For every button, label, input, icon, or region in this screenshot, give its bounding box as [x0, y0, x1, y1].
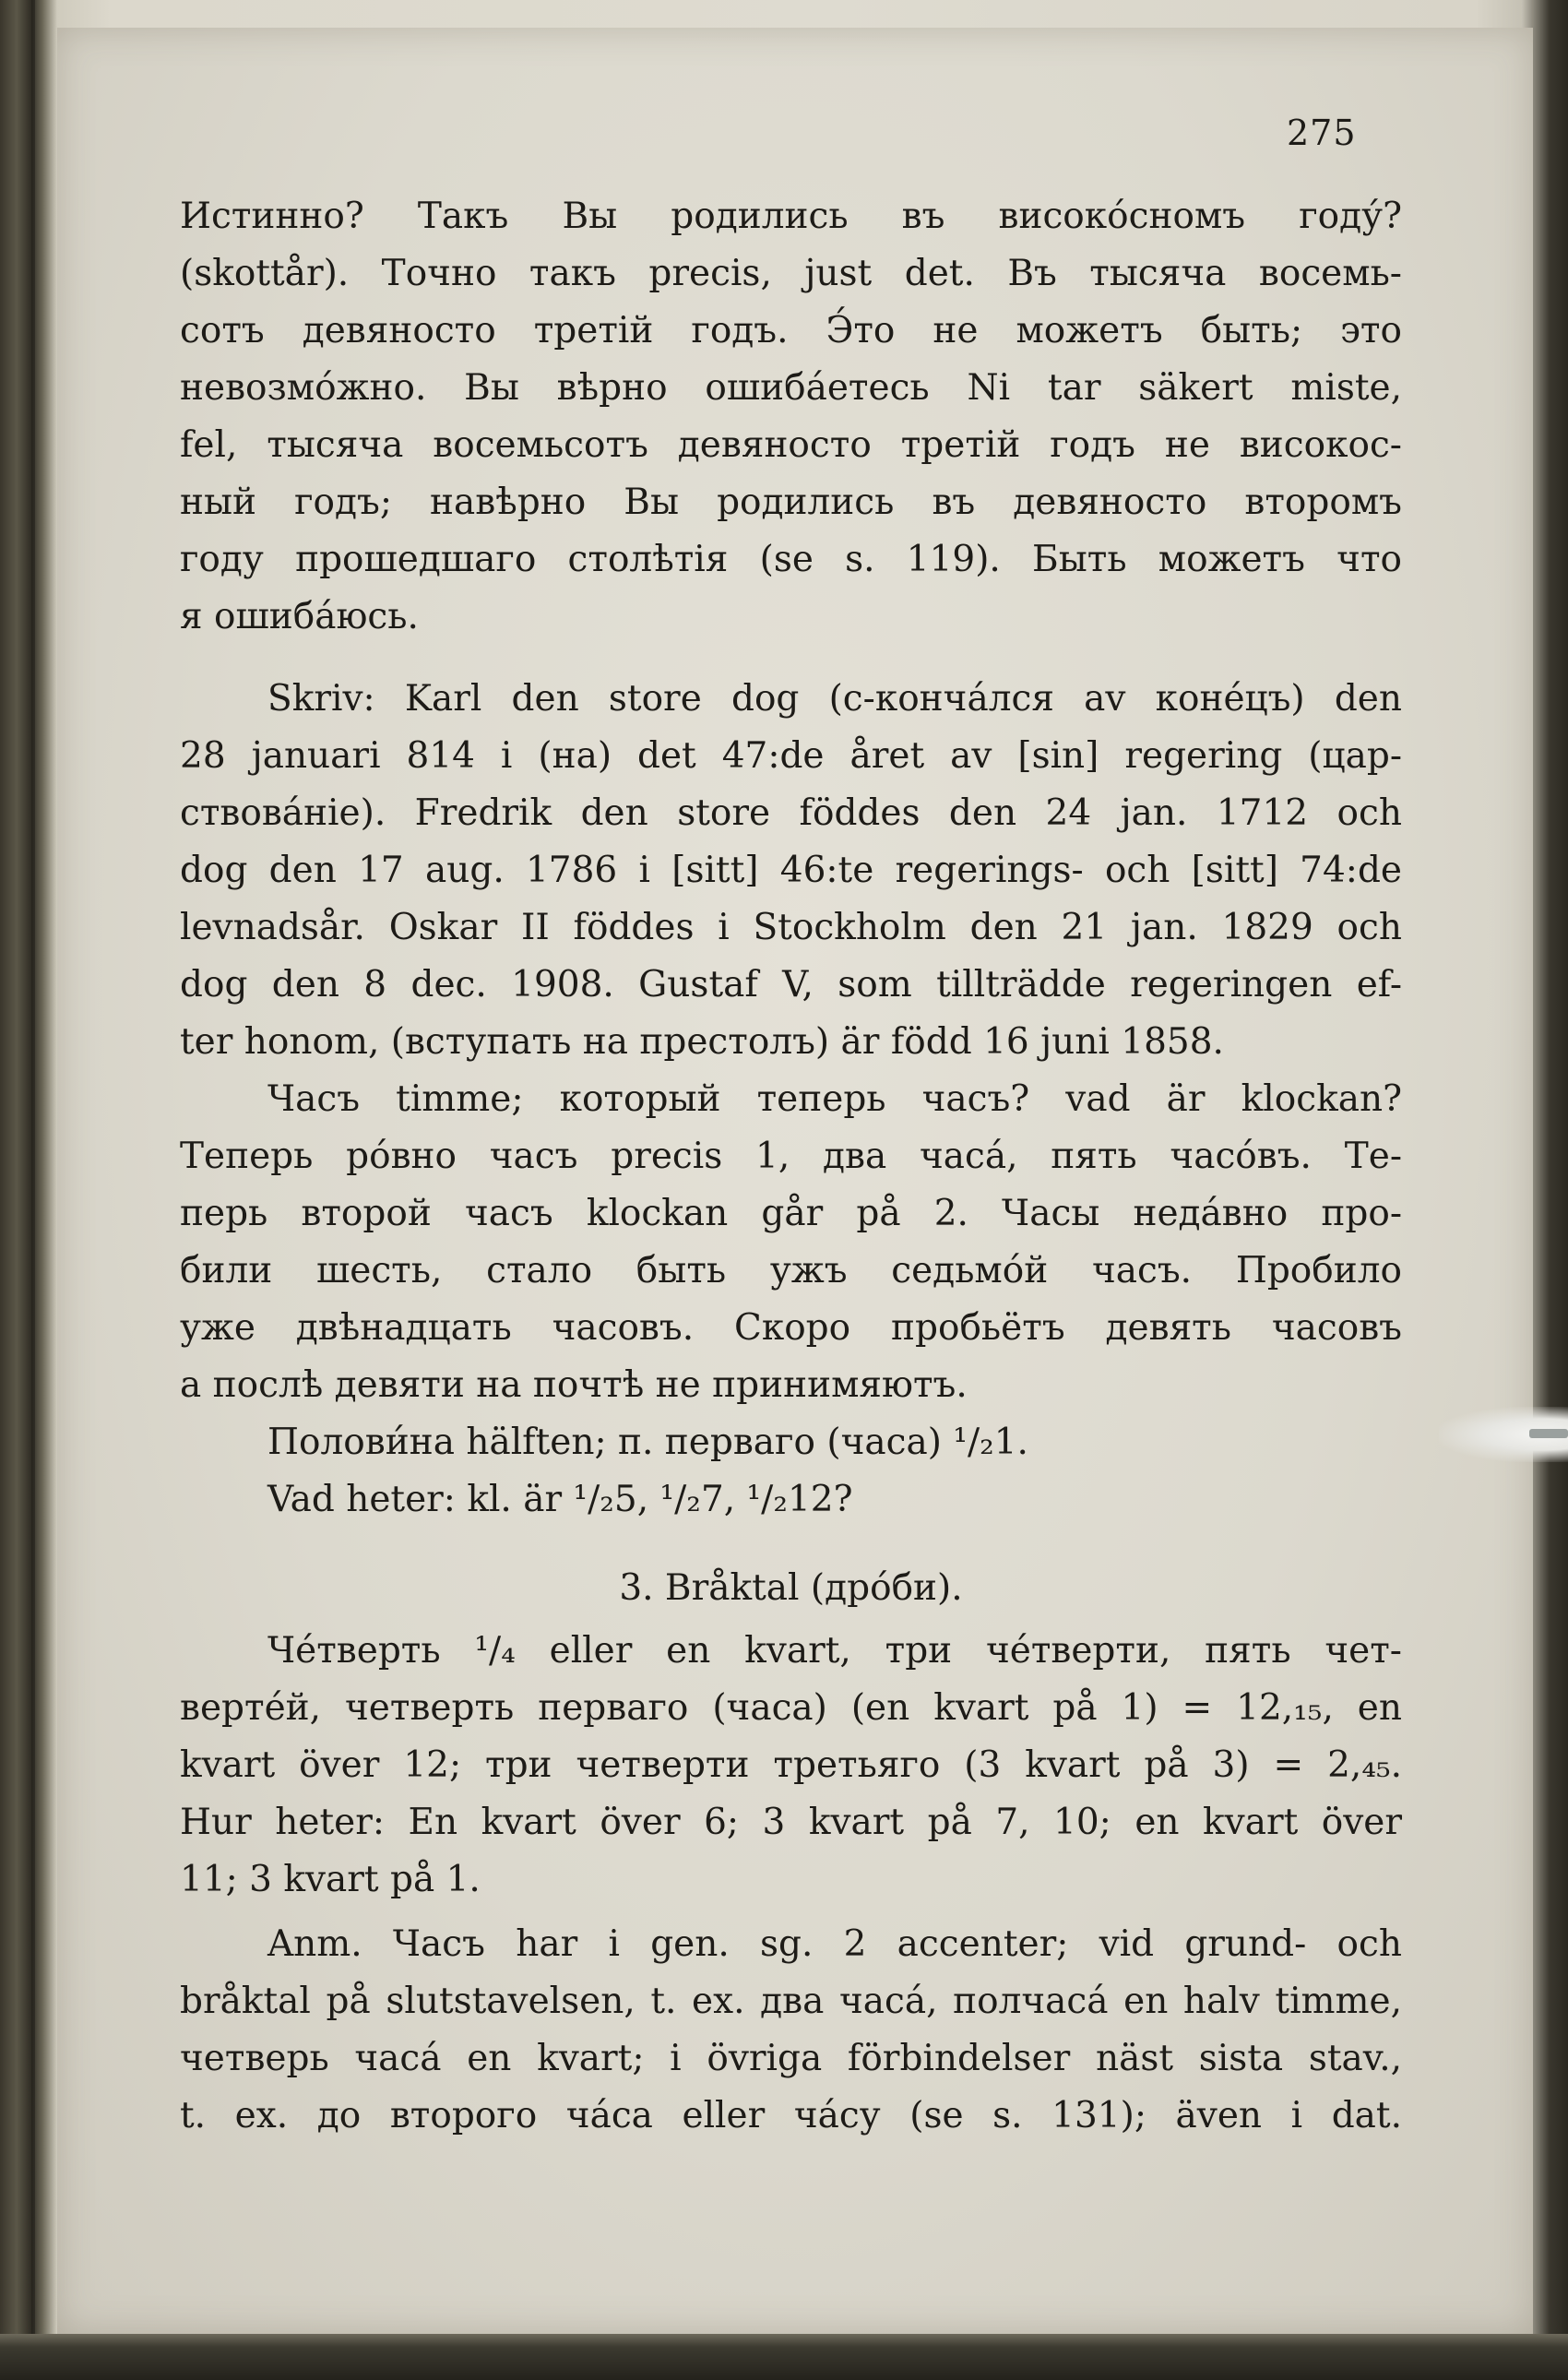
text-line: перь второй часъ klockan går på 2. Часы неда́вно про- [180, 1193, 1402, 1234]
text-line: t. ex. до второго ча́са eller ча́су (se s. 131); även i dat. [180, 2095, 1402, 2136]
text-line: а послѣ девяти на почтѣ не принимяютъ. [180, 1364, 968, 1406]
text-line: невозмо́жно. Вы вѣрно ошиба́етесь Ni tar säkert miste, [180, 367, 1402, 409]
text-line: levnadsår. Oskar II föddes i Stockholm den 21 jan. 1829 och [180, 907, 1402, 948]
text-line: 28 januari 814 i (на) det 47:de året av [sin] regering (цар- [180, 735, 1402, 777]
section-heading: 3. Bråktal (дро́би). [619, 1567, 963, 1609]
page-tab-marker [1439, 1407, 1568, 1462]
text-line: четверь часа́ en kvart; i övriga förbindelser näst sista stav., [180, 2038, 1402, 2079]
text-line: Теперь ро́вно часъ precis 1, два часа́, пять часо́въ. Те- [180, 1136, 1402, 1177]
text-line: Skriv: Karl den store dog (с-конча́лся av коне́цъ) den [267, 678, 1402, 720]
text-line: сотъ девяносто третій годъ. Э́то не можетъ быть; это [180, 310, 1402, 351]
text-line: верте́й, четверть перваго (часа) (en kvart på 1) = 12,₁₅, en [180, 1687, 1402, 1729]
text-line: Часъ timme; который теперь часъ? vad är klockan? [267, 1078, 1402, 1120]
text-line: Vad heter: kl. är ¹/₂5, ¹/₂7, ¹/₂12? [267, 1479, 853, 1520]
text-line: Полови́на hälften; п. перваго (часа) ¹/₂1. [267, 1422, 1028, 1463]
text-line: Истинно? Такъ Вы родились въ високо́сномъ году́? [180, 196, 1402, 237]
text-line: fel, тысяча восемьсотъ девяносто третій годъ не високос- [180, 424, 1402, 466]
page-bottom-edge [0, 2334, 1568, 2380]
text-line: 11; 3 kvart på 1. [180, 1859, 481, 1900]
text-line: Hur heter: En kvart över 6; 3 kvart på 7, 10; en kvart över [180, 1802, 1402, 1843]
book-spine-edge [31, 0, 35, 2334]
tab-bar [1529, 1429, 1568, 1438]
page-number: 275 [1287, 113, 1357, 153]
text-line: году прошедшаго столѣтія (se s. 119). Быть можетъ что [180, 539, 1402, 580]
text-line: dog den 8 dec. 1908. Gustaf V, som tillträdde regeringen ef- [180, 964, 1402, 1006]
text-line: (skottår). Точно такъ precis, just det. Въ тысяча восемь- [180, 253, 1402, 294]
text-line: Anm. Часъ har i gen. sg. 2 accenter; vid grund- och [267, 1923, 1402, 1965]
text-line: ный годъ; навѣрно Вы родились въ девяносто второмъ [180, 482, 1402, 523]
text-line: dog den 17 aug. 1786 i [sitt] 46:te regerings- och [sitt] 74:de [180, 850, 1402, 891]
text-line: Че́тверть ¹/₄ eller en kvart, три че́тверти, пять чет- [267, 1630, 1402, 1672]
text-line: ствова́ніе). Fredrik den store föddes den 24 jan. 1712 och [180, 792, 1402, 834]
text-line: ter honom, (вступать на престолъ) är född 16 juni 1858. [180, 1021, 1224, 1063]
text-line: kvart över 12; три четверти третьяго (3 kvart på 3) = 2,₄₅. [180, 1744, 1402, 1786]
text-line: били шесть, стало быть ужъ седьмо́й часъ. Пробило [180, 1250, 1402, 1291]
text-line: уже двѣнадцать часовъ. Скоро пробьётъ девять часовъ [180, 1307, 1402, 1349]
text-line: я ошиба́юсь. [180, 596, 419, 637]
text-line: bråktal på slutstavelsen, t. ex. два часа́, полчаса́ en halv timme, [180, 1981, 1402, 2022]
